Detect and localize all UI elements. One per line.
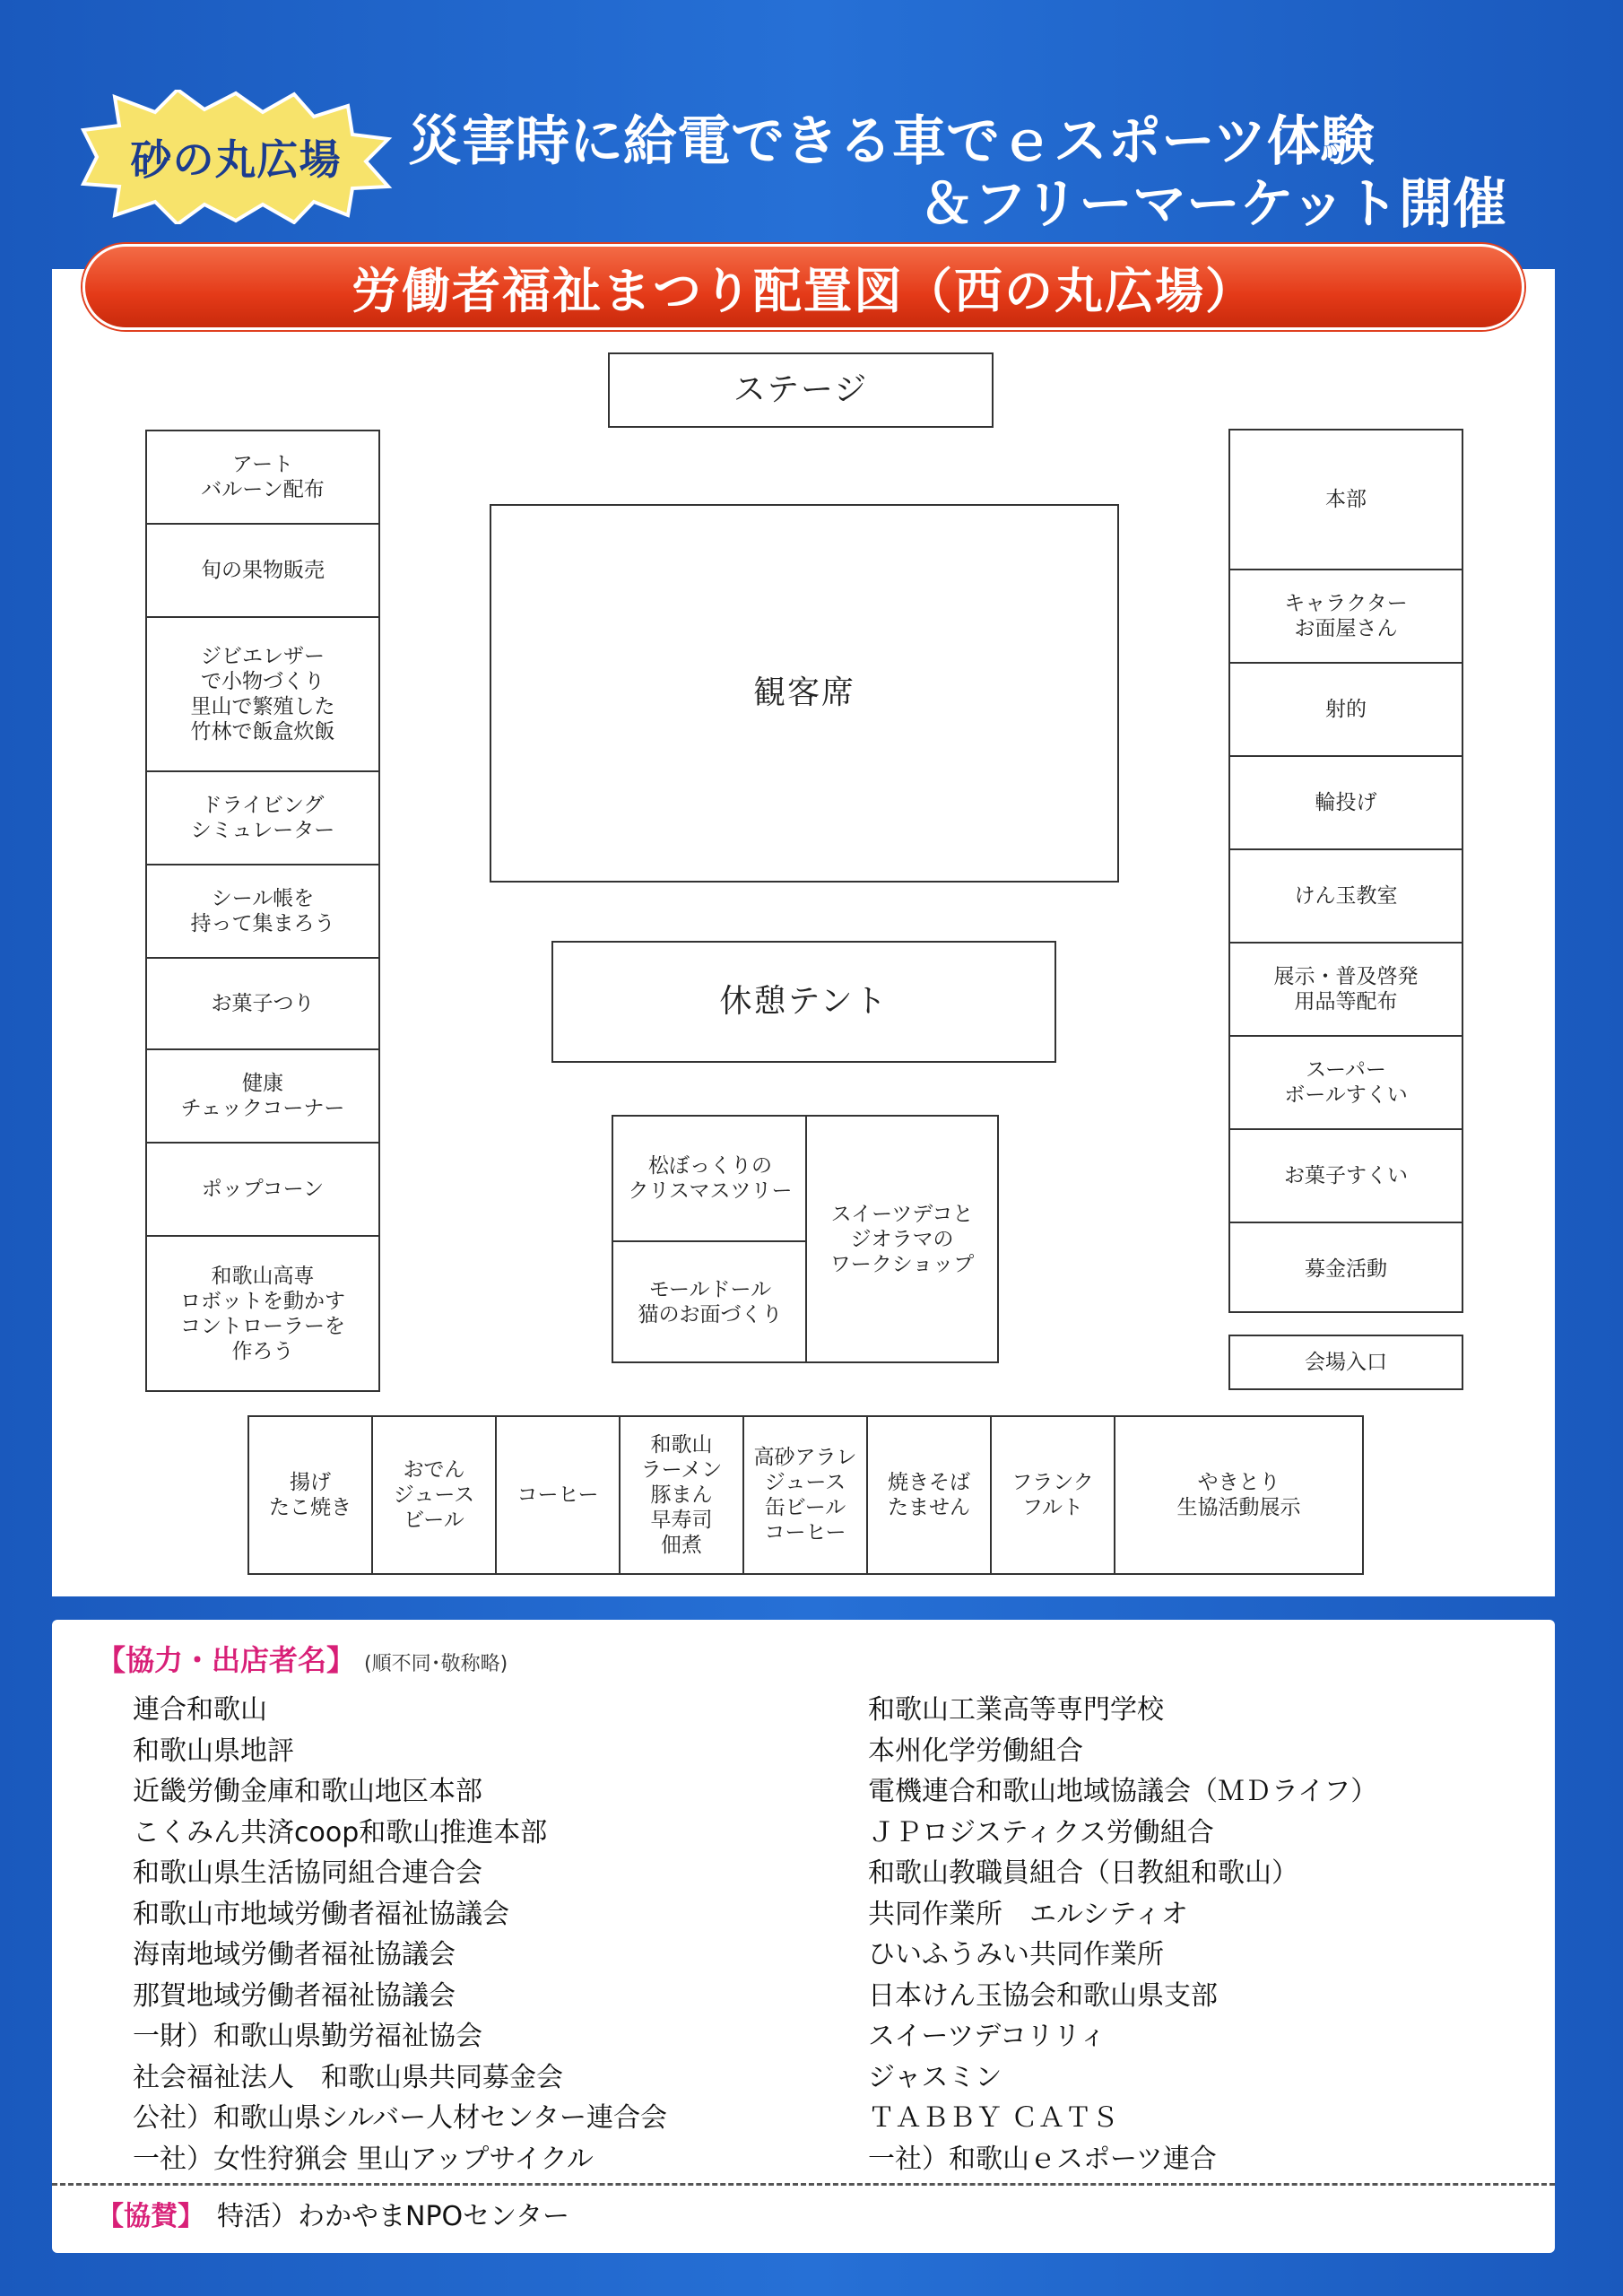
left-booth: シール帳を 持って集まろう [147,865,378,959]
divider [52,2183,1555,2186]
right-booth: スーパー ボールすくい [1230,1037,1462,1130]
cooperator-item: 海南地域労働者福祉協議会 [133,1939,456,1970]
left-booth-column [145,430,380,1392]
left-booth: 旬の果物販売 [147,525,378,618]
right-booth: 募金活動 [1305,1257,1387,1281]
right-booth-column [1228,429,1463,1313]
sponsor-heading: 【協賛】 [97,2201,204,2232]
cooperator-item: 電機連合和歌山地域協議会（ＭＤライフ） [868,1776,1378,1807]
page-title-line2: ＆フリーマーケット開催 [919,173,1506,236]
right-booth: 輪投げ [1230,757,1462,850]
left-booth: ポップコーン [147,1144,378,1237]
cooperators-heading-text: 【協力・出店者名】 [97,1643,356,1677]
cooperator-item: 一財）和歌山県勤労福祉協会 [133,2021,482,2052]
right-booth: けん玉教室 [1230,850,1462,944]
cooperator-item: 近畿労働金庫和歌山地区本部 [133,1776,482,1807]
bottom-booth: おでん ジュース ビール [373,1417,497,1573]
right-booth: 展示・普及啓発 用品等配布 [1230,944,1462,1037]
cooperator-item: 公社）和歌山県シルバー人材センター連合会 [133,2102,667,2134]
cooperator-item: スイーツデコリリィ [868,2021,1107,2052]
left-booth: アート バルーン配布 [147,431,378,525]
page-title-line1: 災害時に給電できる車でｅスポーツ体験 [408,110,1375,173]
cooperator-item: 和歌山市地域労働者福祉協議会 [133,1898,509,1930]
stage-box: ステージ [608,352,994,428]
cooperator-item: 和歌山県地評 [133,1735,294,1767]
cooperator-item: 那賀地域労働者福祉協議会 [133,1979,456,2012]
cooperator-item: ＴＡＢＢＹ ＣＡＴＳ [868,2102,1119,2134]
bottom-booth: 揚げ たこ焼き [249,1417,373,1573]
cooperator-item: ジャスミン [868,2061,1002,2093]
sweets-workshop-box: スイーツデコと ジオラマの ワークショップ [805,1115,999,1363]
sponsor-line [97,2194,569,2240]
entrance-box: 会場入口 [1228,1335,1463,1390]
bottom-booth-row [247,1415,1364,1575]
badge-label: 砂の丸広場 [130,135,342,184]
audience-box: 観客席 [490,504,1119,883]
cooperator-item: 連合和歌山 [133,1694,267,1726]
cooperators-panel [52,1620,1555,2253]
right-booth: 本部 [1230,430,1462,570]
bottom-booth: フランク フルト [992,1417,1115,1573]
bottom-booth: 高砂アラレ ジュース 缶ビール コーヒー [744,1417,868,1573]
sponsor-name: 特活）わかやまNPOセンター [217,2201,569,2232]
map-banner: 労働者福祉まつり配置図（西の丸広場） [82,244,1524,330]
bottom-booth: コーヒー [497,1417,621,1573]
cooperator-item: 和歌山県生活協同組合連合会 [133,1857,482,1889]
left-booth: 健康 チェックコーナー [147,1050,378,1144]
bottom-booth: 焼きそば たません [868,1417,992,1573]
cooperator-item: 本州化学労働組合 [868,1735,1083,1767]
bottom-booth: やきとり 生協活動展示 [1176,1471,1301,1519]
cooperator-item: 和歌山工業高等専門学校 [868,1694,1164,1726]
right-booth: キャラクター お面屋さん [1230,570,1462,664]
cooperator-item: 和歌山教職員組合（日教組和歌山） [868,1857,1298,1889]
left-booth: ドライビング シミュレーター [147,772,378,865]
cooperator-item: こくみん共済coop和歌山推進本部 [133,1816,548,1848]
right-booth: お菓子すくい [1230,1130,1462,1223]
left-booth: 和歌山高専 ロボットを動かす コントローラーを 作ろう [180,1264,345,1363]
left-booth: お菓子つり [147,959,378,1050]
rest-tent-box: 休憩テント [551,941,1056,1063]
left-booth: ジビエレザー で小物づくり 里山で繁殖した 竹林で飯盒炊飯 [147,618,378,772]
cooperators-heading [97,1638,508,1679]
bottom-booth: 和歌山 ラーメン 豚まん 早寿司 佃煮 [621,1417,744,1573]
right-booth: 射的 [1230,664,1462,757]
cooperator-item: 一社）和歌山ｅスポーツ連合 [868,2143,1217,2175]
cooperators-left-list [133,1690,667,2179]
cooperators-right-list [868,1690,1377,2179]
cooperator-item: ＪＰロジスティクス労働組合 [868,1816,1214,1848]
pine-workshop-box: 松ぼっくりの クリスマスツリー [612,1115,807,1242]
location-badge [79,90,393,224]
cooperator-item: 日本けん玉協会和歌山県支部 [868,1979,1218,2012]
cooperator-item: 共同作業所 エルシティオ [868,1898,1188,1930]
cooperators-note: (順不同･敬称略) [364,1653,508,1675]
cooperator-item: ひいふうみい共同作業所 [868,1939,1164,1970]
cooperator-item: 社会福祉法人 和歌山県共同募金会 [133,2061,563,2093]
cooperator-item: 一社）女性狩猟会 里山アップサイクル [133,2143,594,2175]
mall-doll-box: モールドール 猫のお面づくり [612,1240,807,1363]
